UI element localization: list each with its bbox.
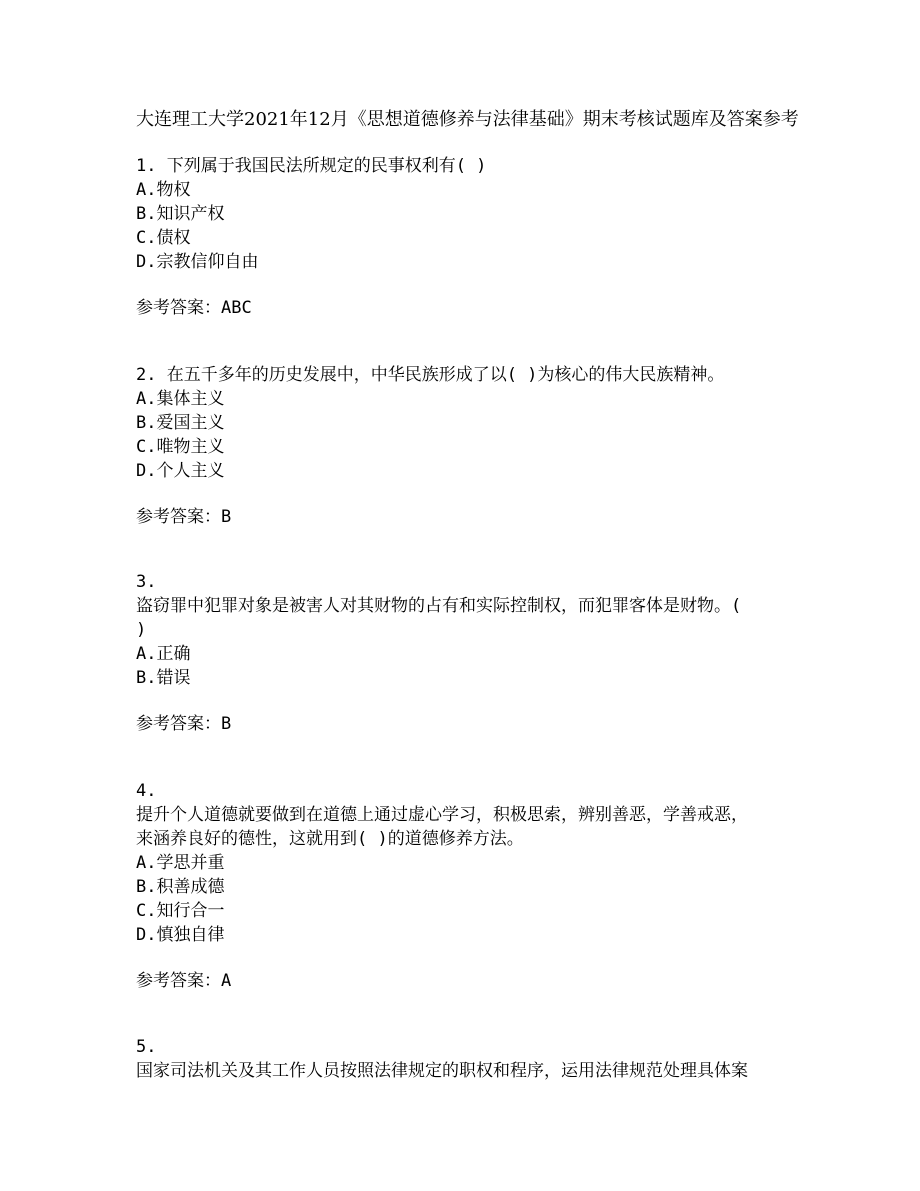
option-d: D.个人主义: [136, 461, 225, 481]
answer-prefix: 参考答案：: [136, 298, 221, 318]
option-b: B.知识产权: [136, 204, 225, 224]
question-stem: 盗窃罪中犯罪对象是被害人对其财物的占有和实际控制权，而犯罪客体是财物。(: [136, 596, 742, 616]
reference-answer: [136, 505, 796, 529]
option-c: C.债权: [136, 228, 191, 248]
option-a: A.学思并重: [136, 853, 225, 873]
question-number: 3.: [136, 572, 157, 592]
answer-prefix: 参考答案：: [136, 507, 221, 527]
answer-value: ABC: [221, 298, 252, 318]
question-5: [136, 1035, 796, 1083]
question-stem: 国家司法机关及其工作人员按照法律规定的职权和程序，运用法律规范处理具体案: [136, 1061, 748, 1081]
option-b: B.错误: [136, 668, 191, 688]
option-c: C.知行合一: [136, 901, 225, 921]
reference-answer: [136, 969, 796, 993]
question-stem: 2. 在五千多年的历史发展中，中华民族形成了以( )为核心的伟大民族精神。: [136, 365, 725, 385]
reference-answer: [136, 712, 796, 736]
option-a: A.物权: [136, 180, 191, 200]
option-d: D.宗教信仰自由: [136, 252, 259, 272]
answer-prefix: 参考答案：: [136, 714, 221, 734]
answer-value: A: [221, 971, 232, 991]
answer-value: B: [221, 507, 232, 527]
option-b: B.积善成德: [136, 877, 225, 897]
option-a: A.集体主义: [136, 389, 225, 409]
question-3: [136, 570, 796, 736]
document-title: 大连理工大学2021年12月《思想道德修养与法律基础》期末考核试题库及答案参考: [136, 109, 799, 130]
reference-answer: [136, 296, 796, 320]
option-b: B.爱国主义: [136, 413, 225, 433]
question-2: [136, 363, 796, 529]
answer-value: B: [221, 714, 232, 734]
question-4: [136, 779, 796, 993]
option-c: C.唯物主义: [136, 437, 225, 457]
question-1: [136, 154, 796, 320]
question-stem: 1. 下列属于我国民法所规定的民事权利有( ): [136, 156, 487, 176]
question-stem-continued: ): [136, 620, 147, 640]
question-stem-continued: 来涵养良好的德性，这就用到( )的道德修养方法。: [136, 829, 524, 849]
question-number: 4.: [136, 781, 157, 801]
answer-prefix: 参考答案：: [136, 971, 221, 991]
option-a: A.正确: [136, 644, 191, 664]
question-number: 5.: [136, 1037, 157, 1057]
option-d: D.慎独自律: [136, 925, 225, 945]
question-stem: 提升个人道德就要做到在道德上通过虚心学习，积极思索，辨别善恶，学善戒恶，: [136, 805, 748, 825]
